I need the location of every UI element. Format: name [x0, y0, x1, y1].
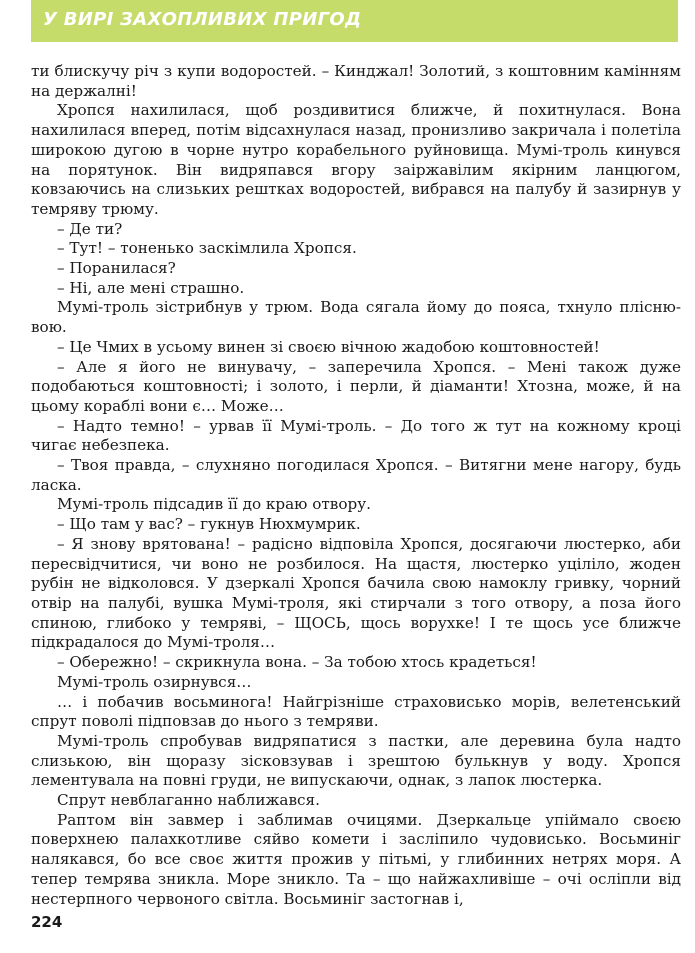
- paragraph: – Це Чмих в усьому винен зі своєю вічною жадобою коштовностей!: [57, 337, 600, 356]
- paragraph: – Поранилася?: [57, 259, 176, 278]
- paragraph: – Твоя правда, – слухняно погодилася Хропся. – Витягни мене нагору, будь ласка.: [31, 456, 681, 494]
- paragraph: – Обережно! – скрикнула вона. – За тобою хтось крадеться!: [57, 653, 537, 672]
- paragraph: – Де ти?: [57, 219, 123, 238]
- paragraph: – Ні, але мені страшно.: [57, 278, 245, 297]
- page-number: 224: [31, 913, 63, 931]
- paragraph: – Надто темно! – урвав її Мумі-троль. – До того ж тут на кожному кроці чигає небезпека.: [31, 416, 681, 455]
- paragraph: – Але я його не винувачу, – заперечила Хропся. – Мені також дуже подобаються коштовності; і золото, і перли, й діаманти! Хтозна, може, й на цьому кораблі вони є… Може…: [31, 357, 681, 415]
- chapter-header-title: У ВИРІ ЗАХОПЛИВИХ ПРИГОД: [43, 9, 362, 30]
- paragraph: Мумі-троль озирнувся…: [57, 672, 252, 691]
- paragraph: … і побачив восьминога! Найгрізніше страховисько морів, велетенський спрут поволі підповзав до нього з темряви.: [31, 692, 681, 731]
- paragraph: Спрут невблаганно наближався.: [57, 791, 320, 810]
- paragraph: Мумі-троль зістрибнув у трюм. Вода сягала йому до пояса, тхнуло пліснювою.: [31, 298, 681, 337]
- paragraph: – Я знову врятована! – радісно відповіла Хропся, досягаючи люстерко, аби пересвідчитися, чи воно не розбилося. На щастя, люстерко уціліло, жоден рубін не відколовся. У дзеркалі Хропся бачила свою намоклу гривку, чорний отвір на палубі, вушка Мумі-троля, які стирчали з того отвору, а поза його спиною, глибоко у темряві, – ЩОСЬ, щось ворухке! І те щось усе ближче підкрадалося до Мумі-троля…: [31, 534, 681, 652]
- paragraph: – Що там у вас? – гукнув Нюхмумрик.: [57, 515, 361, 534]
- paragraph: Мумі-троль підсадив її до краю отвору.: [57, 495, 371, 514]
- paragraph: ти блискучу річ з купи водоростей. – Кинджал! Золотий, з коштовним камінням на держалні!: [31, 62, 681, 100]
- paragraph: Раптом він завмер і заблимав очицями. Дзеркальце упіймало своєю поверхнею палахкотливе сяйво комети і засліпило чудовисько. Восьминіг налякався, бо все своє життя прожив у пітьмі, у глибинних нетрях моря. А тепер темрява зникла. Море зникло. Та – що найжахливіше – очі осліпли від нестерпного червоного світла. Восьминіг застогнав і,: [31, 810, 681, 908]
- paragraph: Мумі-троль спробував видряпатися з пастки, але деревина була надто слизькою, він щоразу зісковзував і зрештою булькнув у воду. Хропся лементувала на повні груди, не випускаючи, однак, з лапок люстерка.: [31, 731, 681, 790]
- paragraph: – Тут! – тоненько заскімлила Хропся.: [57, 239, 357, 258]
- paragraph: Хропся нахилилася, щоб роздивитися ближче, й похитнулася. Вона нахилилася вперед, потім відсахнулася назад, пронизливо закричала і полетіла широкою дугою в чорне нутро корабельного руйновища. Мумі-троль кинувся на порятунок. Він видряпався вгору заіржавілим якірним ланцюгом, ковзаючись на слизьких рештках водоростей, вибрався на палубу й зазирнув у темряву трюму.: [31, 101, 681, 218]
- story-text: [31, 62, 681, 909]
